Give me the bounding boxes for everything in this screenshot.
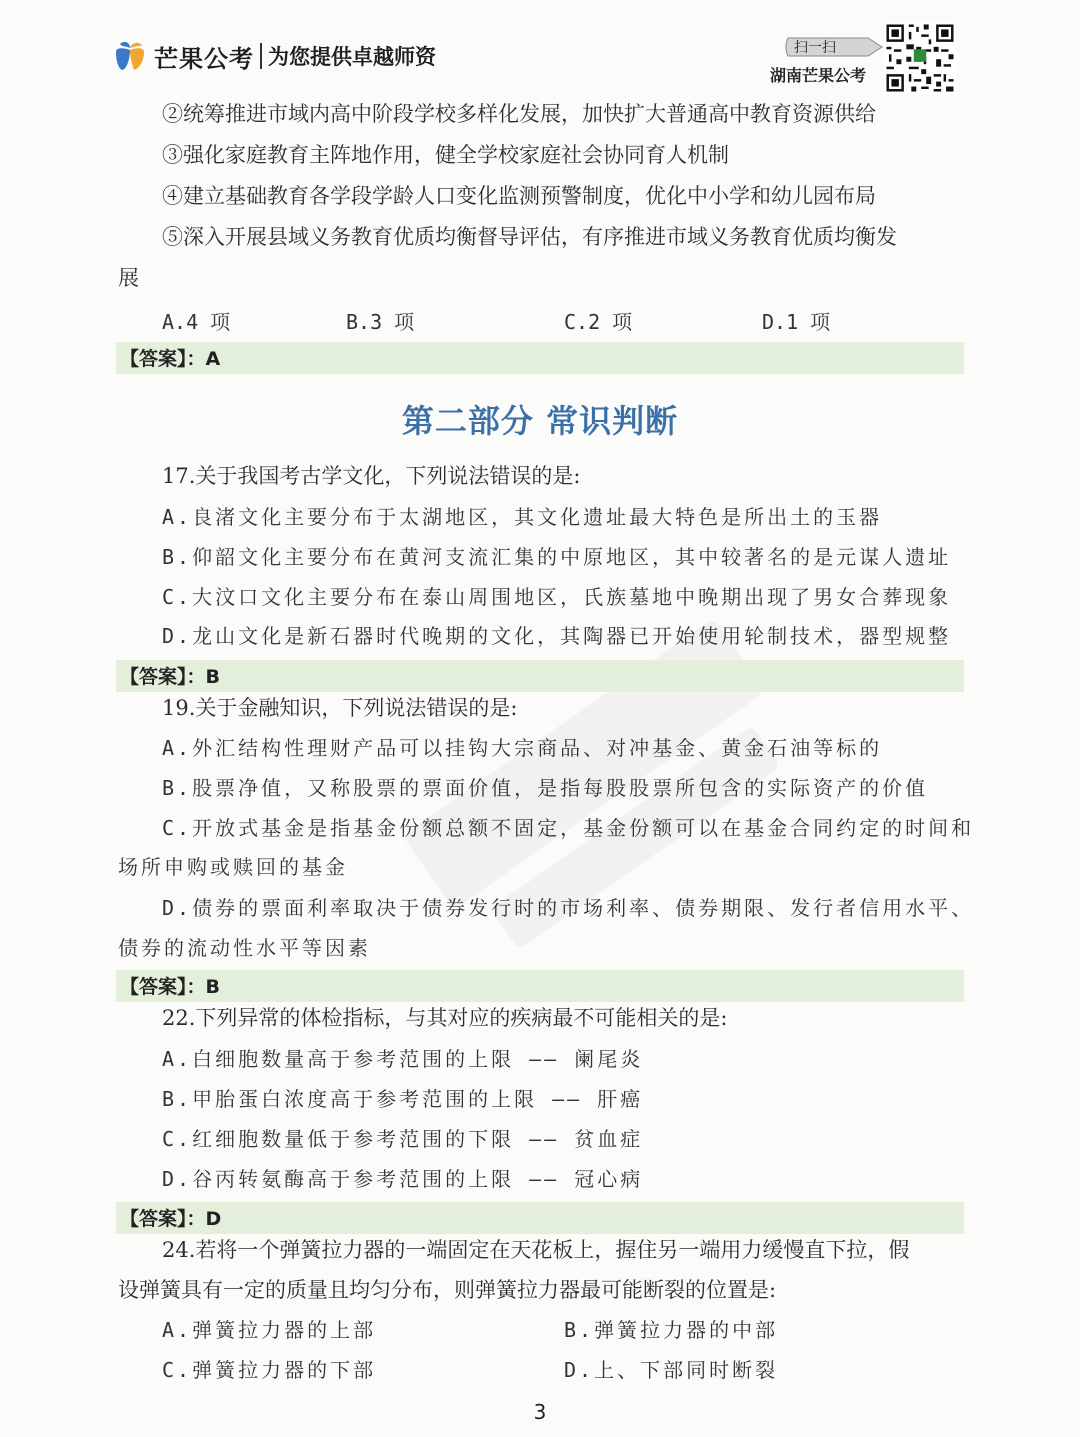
mango-logo-icon [112,38,148,74]
q19-option-c-cont: 场所申购或赎回的基金 [118,855,348,879]
q19-option-d: D.债券的票面利率取决于债券发行时的市场利率、债券期限、发行者信用水平、 [162,896,975,920]
q19-option-d-cont: 债券的流动性水平等因素 [118,936,371,960]
q22-option-b: B.甲胎蛋白浓度高于参考范围的上限 —— 肝癌 [162,1087,644,1111]
q16-item-5: ⑤深入开展县域义务教育优质均衡督导评估，有序推进市域义务教育优质均衡发 [162,225,897,249]
q17-option-c: C.大汶口文化主要分布在泰山周围地区，氏族墓地中晚期出现了男女合葬现象 [162,585,952,609]
q16-option-b: B.3 项 [346,310,415,334]
q24-option-a: A.弹簧拉力器的上部 [162,1318,377,1342]
q17-option-d: D.龙山文化是新石器时代晚期的文化，其陶器已开始使用轮制技术，器型规整 [162,624,952,648]
q16-option-a: A.4 项 [162,310,231,334]
q17-stem: 17.关于我国考古学文化，下列说法错误的是: [162,464,581,488]
brand-logo [112,38,436,74]
brand-divider [260,43,262,69]
q24-stem: 24.若将一个弹簧拉力器的一端固定在天花板上，握住另一端用力缓慢直下拉，假 [162,1238,910,1262]
q24-stem-cont: 设弹簧具有一定的质量且均匀分布，则弹簧拉力器最可能断裂的位置是: [118,1278,777,1302]
scan-label: 扫一扫 [794,40,836,56]
brand-slogan: 为您提供卓越师资 [268,45,436,69]
q19-answer: 【答案】：B [120,976,220,998]
scan-org-name: 湖南芒果公考 [770,66,867,85]
q22-answer: 【答案】：D [120,1208,222,1230]
qr-code-icon[interactable] [884,22,956,94]
q17-answer-bar [116,660,964,692]
q22-stem: 22.下列异常的体检指标，与其对应的疾病最不可能相关的是: [162,1006,728,1030]
q19-option-a: A.外汇结构性理财产品可以挂钩大宗商品、对冲基金、黄金石油等标的 [162,736,883,760]
q22-option-d: D.谷丙转氨酶高于参考范围的上限 —— 冠心病 [162,1167,644,1191]
brand-name: 芒果公考 [154,44,254,73]
q16-answer-bar [116,342,964,374]
q16-option-d: D.1 项 [762,310,831,334]
q19-answer-bar [116,970,964,1002]
q19-option-b: B.股票净值，又称股票的票面价值，是指每股股票所包含的实际资产的价值 [162,776,929,800]
q17-option-b: B.仰韶文化主要分布在黄河支流汇集的中原地区，其中较著名的是元谋人遗址 [162,545,952,569]
q24-option-c: C.弹簧拉力器的下部 [162,1358,377,1382]
q17-answer: 【答案】：B [120,666,220,688]
page-number: 3 [533,1400,547,1424]
q16-answer: 【答案】：A [120,348,221,370]
q22-answer-bar [116,1202,964,1234]
q16-option-c: C.2 项 [564,310,633,334]
q16-item-5-cont: 展 [118,266,139,290]
q16-item-4: ④建立基础教育各学段学龄人口变化监测预警制度，优化中小学和幼儿园布局 [162,184,876,208]
q17-option-a: A.良渚文化主要分布于太湖地区，其文化遗址最大特色是所出土的玉器 [162,505,883,529]
q24-option-b: B.弹簧拉力器的中部 [564,1318,779,1342]
section-title: 第二部分 常识判断 [401,402,679,440]
q19-option-c: C.开放式基金是指基金份额总额不固定，基金份额可以在基金合同约定的时间和 [162,816,975,840]
q16-item-2: ②统筹推进市域内高中阶段学校多样化发展，加快扩大普通高中教育资源供给 [162,102,876,126]
q19-stem: 19.关于金融知识，下列说法错误的是: [162,696,518,720]
q22-option-a: A.白细胞数量高于参考范围的上限 —— 阑尾炎 [162,1047,644,1071]
q24-option-d: D.上、下部同时断裂 [564,1358,779,1382]
q22-option-c: C.红细胞数量低于参考范围的下限 —— 贫血症 [162,1127,644,1151]
q16-item-3: ③强化家庭教育主阵地作用，健全学校家庭社会协同育人机制 [162,143,729,167]
